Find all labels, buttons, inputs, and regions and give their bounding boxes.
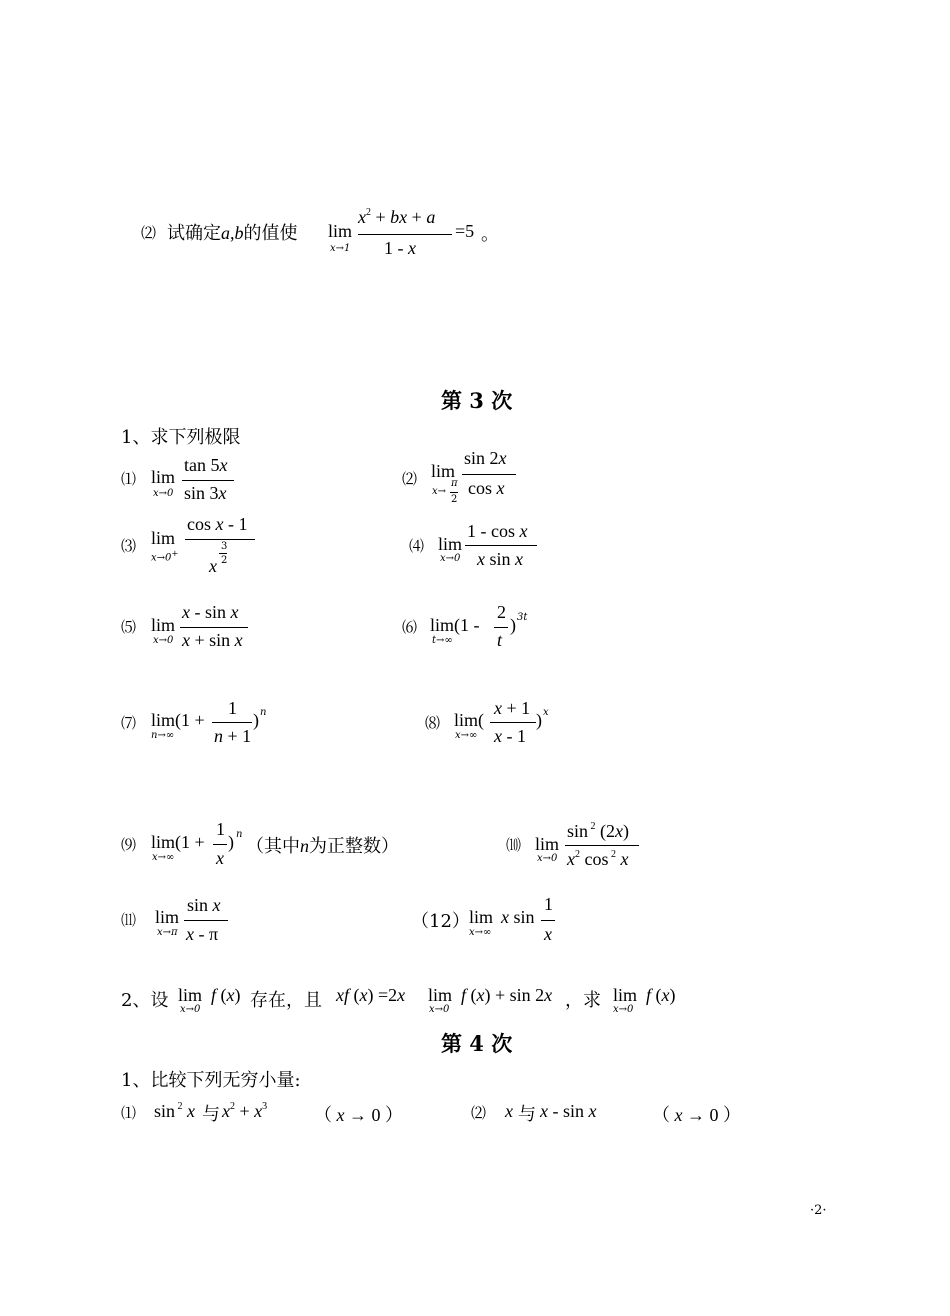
item-label: （12） — [411, 911, 470, 932]
lim-subscript: x→0 — [440, 553, 461, 564]
lim-operator: lim( — [454, 710, 484, 730]
denominator: x — [209, 556, 217, 576]
exponent: x — [543, 707, 549, 718]
denominator: x - 1 — [494, 726, 526, 746]
question-2-text: 存在，且 — [250, 990, 322, 1011]
section-title: 第 3 次 — [441, 388, 513, 413]
denominator: x + sin x — [182, 630, 243, 650]
lim-operator: lim(1 - — [430, 615, 480, 635]
lim-operator: lim — [469, 907, 494, 927]
exp-3: 3 — [221, 541, 228, 552]
lim-subscript: x→0 — [153, 635, 174, 646]
item-label: ⑵ — [402, 470, 418, 488]
expression: f (x) — [211, 985, 241, 1005]
exponent: n — [236, 829, 243, 840]
lim-subscript: n→∞ — [151, 730, 175, 741]
lim-operator: lim — [155, 907, 180, 927]
paren: ) — [228, 832, 234, 852]
question-2-intro: 2、设 — [121, 990, 169, 1011]
item-label: ⑴ — [121, 470, 137, 488]
item-label: ⑺ — [121, 714, 137, 732]
lim-operator: lim — [438, 534, 463, 554]
numerator: sin 2x — [464, 448, 507, 468]
fraction-bar — [462, 474, 516, 475]
lim-operator: lim — [431, 461, 456, 481]
numerator: 1 — [216, 819, 225, 839]
lim-subscript: x→1 — [330, 243, 351, 254]
denominator: x - π — [186, 924, 219, 944]
denominator: $x^2$ cos $^2$ x — [567, 849, 629, 869]
page-number: ·2· — [810, 1203, 827, 1218]
fraction-bar — [465, 545, 537, 546]
exp-2: 2 — [221, 555, 228, 566]
denominator: x — [544, 924, 552, 944]
exponent: 3t — [517, 612, 528, 623]
lim-operator: lim — [178, 985, 203, 1005]
denominator: x — [216, 848, 224, 868]
lim-subscript: x→∞ — [455, 730, 478, 741]
expression: x sin — [501, 907, 535, 927]
two: 2 — [451, 494, 458, 505]
fraction-bar — [358, 234, 452, 235]
lim-operator: lim — [613, 985, 638, 1005]
fraction-bar — [541, 920, 555, 921]
section-title: 第 4 次 — [441, 1031, 513, 1056]
denominator: x sin x — [477, 549, 524, 569]
numerator: x - sin x — [182, 602, 239, 622]
numerator: sin x — [187, 895, 221, 915]
item-label: ⑾ — [121, 911, 137, 929]
expression: x — [505, 1101, 513, 1121]
item-label: ⑽ — [506, 836, 522, 854]
lim-subscript: x→0 — [537, 853, 558, 864]
numerator: x + 1 — [494, 698, 531, 718]
item-label: ⑵ — [141, 224, 157, 242]
denominator: 1 - x — [384, 238, 416, 258]
equals-value: =5 — [455, 221, 475, 241]
lim-subscript: x→ — [432, 486, 447, 497]
expression: sin $^2$ x — [154, 1101, 196, 1121]
lim-operator: lim — [328, 221, 353, 241]
item-label: ⑷ — [409, 537, 425, 555]
expression: $x^2 + x^3$ — [222, 1101, 268, 1121]
expression: x - sin x — [540, 1101, 597, 1121]
note: （其中n为正整数） — [246, 836, 399, 857]
lim-subscript: x→0 — [153, 488, 174, 499]
lim-operator: lim — [428, 985, 453, 1005]
fraction-bar — [212, 722, 252, 723]
item-label: ⑹ — [402, 618, 418, 636]
lim-operator: lim — [151, 615, 176, 635]
numerator: 1 - cos x — [467, 521, 528, 541]
pi-over-2: π — [451, 478, 458, 489]
item-label: ⑴ — [121, 1104, 137, 1122]
lim-operator: lim — [151, 467, 176, 487]
fraction-bar — [494, 627, 508, 628]
fraction-bar — [490, 722, 536, 723]
lim-subscript: x→0 — [180, 1004, 201, 1015]
numerator: $x^2$ + bx + a — [358, 207, 436, 227]
numerator: sin $^2$ (2x) — [567, 821, 630, 841]
lim-subscript: x→∞ — [469, 927, 492, 938]
denominator: t — [497, 630, 503, 650]
condition: （ x → 0 ） — [314, 1105, 403, 1125]
item-label: ⑶ — [121, 537, 137, 555]
expression: f (x) — [646, 985, 676, 1005]
fraction-bar — [180, 627, 248, 628]
item-label: ⑼ — [121, 836, 137, 854]
lim-subscript: x→0 — [613, 1004, 634, 1015]
with-text: 与 — [202, 1104, 220, 1125]
lim-operator: lim — [535, 834, 560, 854]
question-2-text: ，求 — [565, 990, 601, 1011]
lim-subscript: x→0 — [429, 1004, 450, 1015]
lim-subscript: x→π — [157, 927, 178, 938]
problem-text: 试确定a,b的值使 — [167, 223, 298, 244]
fraction-bar — [213, 844, 227, 845]
fraction-bar — [219, 553, 227, 554]
item-label: ⑸ — [121, 618, 137, 636]
paren: ) — [536, 710, 542, 730]
numerator: 2 — [497, 602, 506, 622]
paren: ) — [510, 615, 516, 635]
period: 。 — [481, 224, 499, 245]
item-label: ⑵ — [471, 1104, 487, 1122]
numerator: cos x - 1 — [187, 514, 248, 534]
question-title: 1、比较下列无穷小量: — [121, 1070, 301, 1091]
exponent: n — [260, 707, 267, 718]
lim-operator: lim — [151, 528, 176, 548]
condition: （ x → 0 ） — [652, 1105, 741, 1125]
item-label: ⑻ — [425, 714, 441, 732]
denominator: n + 1 — [214, 726, 252, 746]
fraction-bar — [565, 845, 639, 846]
paren: ) — [253, 710, 259, 730]
numerator: 1 — [228, 698, 237, 718]
expression: xf (x) =2x — [336, 985, 406, 1005]
lim-operator: lim(1 + — [151, 710, 205, 730]
lim-subscript: x→0+ — [151, 548, 179, 564]
fraction-bar — [450, 492, 458, 493]
fraction-bar — [184, 920, 228, 921]
fraction-bar — [185, 539, 255, 540]
lim-subscript: t→∞ — [432, 635, 453, 646]
question-title: 1、求下列极限 — [121, 427, 241, 448]
lim-operator: lim(1 + — [151, 832, 205, 852]
denominator: sin 3x — [184, 483, 227, 503]
expression: f (x) + sin 2x — [461, 985, 553, 1005]
numerator: 1 — [544, 894, 553, 914]
numerator: tan 5x — [184, 455, 228, 475]
with-text: 与 — [518, 1104, 536, 1125]
denominator: cos x — [468, 478, 505, 498]
fraction-bar — [182, 480, 234, 481]
lim-subscript: x→∞ — [152, 852, 175, 863]
